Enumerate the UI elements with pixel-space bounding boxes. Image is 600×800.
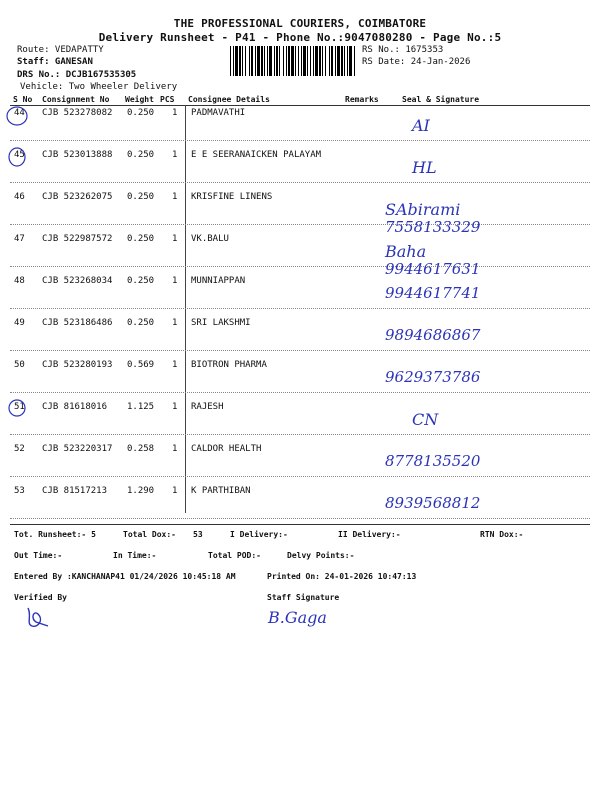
total-pod: Total POD:- [208, 551, 261, 560]
out-time: Out Time:- [14, 551, 63, 560]
barcode-bar [235, 46, 238, 76]
col-consignment: Consignment No [42, 95, 110, 104]
barcode-bar [283, 46, 284, 76]
row-sno: 50 [14, 360, 25, 370]
row-pcs: 1 [172, 402, 178, 412]
row-weight: 0.250 [127, 234, 155, 244]
barcode-bar [315, 46, 318, 76]
row-sno: 44 [14, 108, 25, 118]
verified-by-signature [22, 604, 54, 630]
barcode-bar [233, 46, 234, 76]
row-consignment-no: CJB 522987572 [42, 234, 113, 244]
col-seal-signature: Seal & Signature [402, 95, 480, 104]
barcode-bar [310, 46, 311, 76]
rs-number: RS No.: 1675353 [362, 45, 444, 55]
row-pcs: 1 [172, 108, 178, 118]
row-pcs: 1 [172, 360, 178, 370]
barcode-bar [257, 46, 260, 76]
barcode-bar [291, 46, 294, 76]
row-separator [10, 308, 590, 309]
consignee-divider [185, 105, 186, 513]
barcode-bar [335, 46, 336, 76]
signature-ink: AI [412, 116, 430, 135]
row-consignee: SRI LAKSHMI [191, 318, 251, 328]
signature-ink: CN [412, 410, 439, 429]
row-consignee: RAJESH [191, 402, 224, 412]
signature-ink: 7558133329 [385, 218, 481, 236]
col-sno: S No [13, 95, 33, 104]
row-separator [10, 434, 590, 435]
row-sno: 47 [14, 234, 25, 244]
barcode-bar [322, 46, 323, 76]
row-sno: 48 [14, 276, 25, 286]
signature-ink: 9944617631 [385, 260, 481, 278]
row-separator [10, 266, 590, 267]
barcode-bar [337, 46, 340, 76]
signature-ink: HL [412, 158, 437, 177]
row-pcs: 1 [172, 486, 178, 496]
barcode-bar [286, 46, 287, 76]
runsheet-subtitle: Delivery Runsheet - P41 - Phone No.:9047080280 - Page No.:5 [98, 31, 502, 44]
signature-ink: SAbirami [385, 200, 461, 219]
row-consignment-no: CJB 523220317 [42, 444, 113, 454]
barcode-bar [303, 46, 306, 76]
total-dox-value: 53 [193, 530, 203, 539]
vehicle: Vehicle: Two Wheeler Delivery [20, 82, 178, 92]
row-sno: 46 [14, 192, 25, 202]
company-title: THE PROFESSIONAL COURIERS, COIMBATORE [173, 17, 427, 30]
delvy-points: Delvy Points:- [287, 551, 355, 560]
barcode-bar [313, 46, 314, 76]
row-weight: 1.125 [127, 402, 155, 412]
row-consignee: BIOTRON PHARMA [191, 360, 267, 370]
barcode-bar [251, 46, 253, 76]
barcode-bar [288, 46, 290, 76]
rs-date: RS Date: 24-Jan-2026 [362, 57, 471, 67]
total-dox-label: Total Dox:- [123, 530, 176, 539]
barcode-bar [347, 46, 348, 76]
row-weight: 1.290 [127, 486, 155, 496]
row-consignee: E E SEERANAICKEN PALAYAM [191, 150, 322, 160]
row-weight: 0.569 [127, 360, 155, 370]
signature-ink: 9944617741 [385, 284, 481, 302]
row-weight: 0.250 [127, 318, 155, 328]
signature-ink: 9894686867 [385, 326, 481, 344]
table-top-rule [10, 105, 590, 106]
barcode-bar [276, 46, 278, 76]
staff: Staff: GANESAN [17, 57, 93, 67]
row-pcs: 1 [172, 234, 178, 244]
row-consignment-no: CJB 523268034 [42, 276, 113, 286]
printed-on: Printed On: 24-01-2026 10:47:13 [267, 572, 417, 581]
ii-delivery: II Delivery:- [338, 530, 401, 539]
entered-by: Entered By :KANCHANAP41 01/24/2026 10:45:18 AM [14, 572, 236, 581]
row-weight: 0.250 [127, 150, 155, 160]
row-weight: 0.250 [127, 276, 155, 286]
row-separator [10, 476, 590, 477]
barcode-bar [341, 46, 343, 76]
col-pcs: PCS [160, 95, 175, 104]
row-separator [10, 182, 590, 183]
row-weight: 0.250 [127, 108, 155, 118]
barcode-bar [249, 46, 250, 76]
i-delivery: I Delivery:- [230, 530, 288, 539]
row-consignment-no: CJB 523186486 [42, 318, 113, 328]
row-pcs: 1 [172, 150, 178, 160]
sno-circle-marks [5, 102, 35, 422]
row-pcs: 1 [172, 192, 178, 202]
row-weight: 0.250 [127, 192, 155, 202]
row-consignee: KRISFINE LINENS [191, 192, 273, 202]
row-consignment-no: CJB 523262075 [42, 192, 113, 202]
row-sno: 49 [14, 318, 25, 328]
barcode-bar [269, 46, 272, 76]
row-consignment-no: CJB 523280193 [42, 360, 113, 370]
row-pcs: 1 [172, 444, 178, 454]
row-consignee: K PARTHIBAN [191, 486, 251, 496]
tot-runsheet: Tot. Runsheet:- 5 [14, 530, 96, 539]
rtn-dox: RTN Dox:- [480, 530, 524, 539]
barcode-bar [261, 46, 263, 76]
row-sno: 52 [14, 444, 25, 454]
barcode-bar [354, 46, 355, 76]
signature-ink: 8778135520 [385, 452, 481, 470]
barcode-bar [295, 46, 296, 76]
row-separator [10, 518, 590, 519]
drs-number: DRS No.: DCJB167535305 [17, 70, 137, 80]
col-weight: Weight [125, 95, 154, 104]
in-time: In Time:- [113, 551, 157, 560]
barcode-bar [307, 46, 308, 76]
table-bottom-rule [10, 524, 590, 525]
barcode-bar [274, 46, 275, 76]
signature-ink: 8939568812 [385, 494, 481, 512]
row-sno: 53 [14, 486, 25, 496]
barcode-bar [230, 46, 231, 76]
barcode-bar [349, 46, 352, 76]
barcode-bar [242, 46, 243, 76]
row-consignment-no: CJB 523013888 [42, 150, 113, 160]
col-remarks: Remarks [345, 95, 379, 104]
row-separator [10, 392, 590, 393]
row-sno: 51 [14, 402, 25, 412]
row-separator [10, 224, 590, 225]
barcode-bar [298, 46, 299, 76]
row-pcs: 1 [172, 318, 178, 328]
barcode-bar [255, 46, 256, 76]
row-consignee: PADMAVATHI [191, 108, 246, 118]
route: Route: VEDAPATTY [17, 45, 104, 55]
row-separator [10, 140, 590, 141]
barcode [230, 46, 358, 76]
barcode-bar [245, 46, 246, 76]
verified-by-label: Verified By [14, 593, 67, 602]
row-sno: 45 [14, 150, 25, 160]
row-consignment-no: CJB 81618016 [42, 402, 108, 412]
row-pcs: 1 [172, 276, 178, 286]
barcode-bar [344, 46, 345, 76]
barcode-bar [301, 46, 302, 76]
barcode-bar [264, 46, 265, 76]
row-consignee: CALDOR HEALTH [191, 444, 262, 454]
barcode-bar [239, 46, 241, 76]
barcode-bar [331, 46, 333, 76]
barcode-bar [267, 46, 268, 76]
barcode-bar [325, 46, 326, 76]
row-separator [10, 350, 590, 351]
staff-signature-ink: B.Gaga [268, 608, 327, 627]
row-consignee: VK.BALU [191, 234, 229, 244]
signature-ink: 9629373786 [385, 368, 481, 386]
barcode-bar [279, 46, 280, 76]
barcode-bar [329, 46, 330, 76]
row-consignee: MUNNIAPPAN [191, 276, 246, 286]
signature-ink: Baha [385, 242, 427, 261]
barcode-bar [319, 46, 321, 76]
row-consignment-no: CJB 523278082 [42, 108, 113, 118]
col-consignee: Consignee Details [188, 95, 270, 104]
staff-signature-label: Staff Signature [267, 593, 340, 602]
row-consignment-no: CJB 81517213 [42, 486, 108, 496]
row-weight: 0.258 [127, 444, 155, 454]
